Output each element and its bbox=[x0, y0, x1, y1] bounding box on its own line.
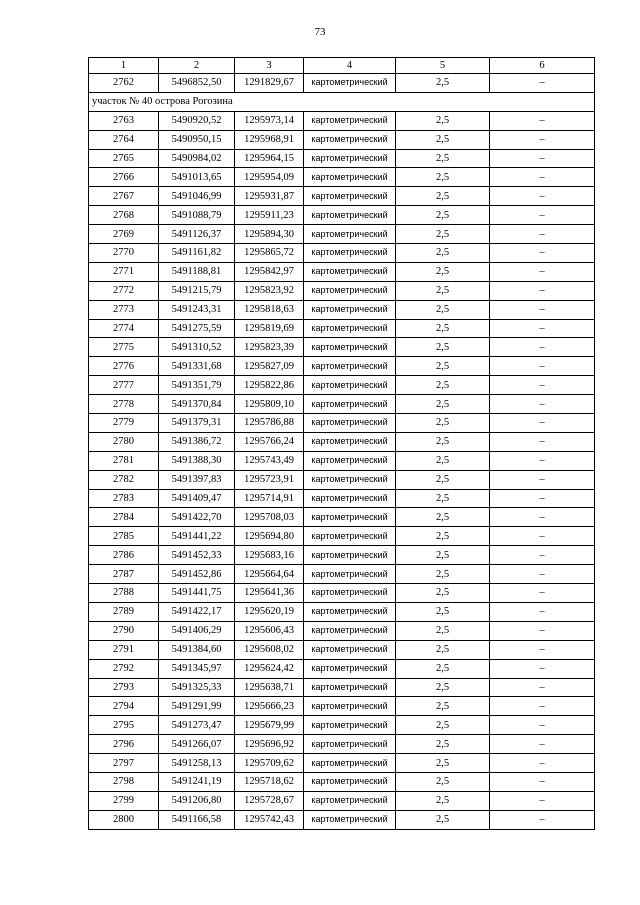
y-coordinate-cell: 1295696,92 bbox=[235, 735, 304, 754]
description-cell: – bbox=[490, 678, 595, 697]
table-row bbox=[89, 432, 595, 451]
x-coordinate-cell: 5490984,02 bbox=[159, 149, 235, 168]
column-header: 3 bbox=[235, 58, 304, 74]
table-row bbox=[89, 735, 595, 754]
point-number-cell: 2772 bbox=[89, 281, 159, 300]
description-cell: – bbox=[490, 376, 595, 395]
accuracy-cell: 2,5 bbox=[396, 281, 490, 300]
accuracy-cell: 2,5 bbox=[396, 735, 490, 754]
x-coordinate-cell: 5491452,86 bbox=[159, 565, 235, 584]
table-row bbox=[89, 74, 595, 93]
y-coordinate-cell: 1295683,16 bbox=[235, 546, 304, 565]
table-row bbox=[89, 489, 595, 508]
table-row bbox=[89, 678, 595, 697]
accuracy-cell: 2,5 bbox=[396, 206, 490, 225]
accuracy-cell: 2,5 bbox=[396, 111, 490, 130]
x-coordinate-cell: 5491188,81 bbox=[159, 262, 235, 281]
y-coordinate-cell: 1295743,49 bbox=[235, 451, 304, 470]
x-coordinate-cell: 5491243,31 bbox=[159, 300, 235, 319]
x-coordinate-cell: 5491206,80 bbox=[159, 791, 235, 810]
method-cell: картометрический bbox=[304, 791, 396, 810]
method-cell: картометрический bbox=[304, 659, 396, 678]
y-coordinate-cell: 1295679,99 bbox=[235, 716, 304, 735]
accuracy-cell: 2,5 bbox=[396, 489, 490, 508]
accuracy-cell: 2,5 bbox=[396, 716, 490, 735]
point-number-cell: 2789 bbox=[89, 602, 159, 621]
description-cell: – bbox=[490, 187, 595, 206]
description-cell: – bbox=[490, 130, 595, 149]
table-row bbox=[89, 357, 595, 376]
point-number-cell: 2773 bbox=[89, 300, 159, 319]
table-row bbox=[89, 527, 595, 546]
y-coordinate-cell: 1295822,86 bbox=[235, 376, 304, 395]
table-row bbox=[89, 244, 595, 263]
accuracy-cell: 2,5 bbox=[396, 584, 490, 603]
table-row bbox=[89, 810, 595, 829]
accuracy-cell: 2,5 bbox=[396, 225, 490, 244]
y-coordinate-cell: 1295964,15 bbox=[235, 149, 304, 168]
method-cell: картометрический bbox=[304, 640, 396, 659]
section-row bbox=[89, 92, 595, 111]
point-number-cell: 2770 bbox=[89, 244, 159, 263]
point-number-cell: 2783 bbox=[89, 489, 159, 508]
x-coordinate-cell: 5491275,59 bbox=[159, 319, 235, 338]
table-row bbox=[89, 754, 595, 773]
point-number-cell: 2794 bbox=[89, 697, 159, 716]
method-cell: картометрический bbox=[304, 74, 396, 93]
y-coordinate-cell: 1295809,10 bbox=[235, 395, 304, 414]
description-cell: – bbox=[490, 432, 595, 451]
method-cell: картометрический bbox=[304, 225, 396, 244]
x-coordinate-cell: 5491384,60 bbox=[159, 640, 235, 659]
accuracy-cell: 2,5 bbox=[396, 432, 490, 451]
x-coordinate-cell: 5491388,30 bbox=[159, 451, 235, 470]
y-coordinate-cell: 1295608,02 bbox=[235, 640, 304, 659]
column-header: 2 bbox=[159, 58, 235, 74]
accuracy-cell: 2,5 bbox=[396, 395, 490, 414]
description-cell: – bbox=[490, 244, 595, 263]
method-cell: картометрический bbox=[304, 565, 396, 584]
y-coordinate-cell: 1295818,63 bbox=[235, 300, 304, 319]
point-number-cell: 2771 bbox=[89, 262, 159, 281]
accuracy-cell: 2,5 bbox=[396, 130, 490, 149]
table-row bbox=[89, 414, 595, 433]
point-number-cell: 2762 bbox=[89, 74, 159, 93]
table-row bbox=[89, 602, 595, 621]
x-coordinate-cell: 5491266,07 bbox=[159, 735, 235, 754]
description-cell: – bbox=[490, 338, 595, 357]
x-coordinate-cell: 5491386,72 bbox=[159, 432, 235, 451]
description-cell: – bbox=[490, 451, 595, 470]
y-coordinate-cell: 1295620,19 bbox=[235, 602, 304, 621]
table-row bbox=[89, 772, 595, 791]
accuracy-cell: 2,5 bbox=[396, 74, 490, 93]
x-coordinate-cell: 5496852,50 bbox=[159, 74, 235, 93]
x-coordinate-cell: 5491215,79 bbox=[159, 281, 235, 300]
point-number-cell: 2763 bbox=[89, 111, 159, 130]
accuracy-cell: 2,5 bbox=[396, 168, 490, 187]
description-cell: – bbox=[490, 735, 595, 754]
method-cell: картометрический bbox=[304, 414, 396, 433]
point-number-cell: 2784 bbox=[89, 508, 159, 527]
point-number-cell: 2795 bbox=[89, 716, 159, 735]
y-coordinate-cell: 1295766,24 bbox=[235, 432, 304, 451]
description-cell: – bbox=[490, 395, 595, 414]
x-coordinate-cell: 5491126,37 bbox=[159, 225, 235, 244]
column-header: 6 bbox=[490, 58, 595, 74]
table-row bbox=[89, 376, 595, 395]
description-cell: – bbox=[490, 357, 595, 376]
accuracy-cell: 2,5 bbox=[396, 470, 490, 489]
section-title: участок № 40 острова Рогозина bbox=[89, 92, 595, 111]
x-coordinate-cell: 5491441,75 bbox=[159, 584, 235, 603]
description-cell: – bbox=[490, 754, 595, 773]
accuracy-cell: 2,5 bbox=[396, 376, 490, 395]
method-cell: картометрический bbox=[304, 376, 396, 395]
y-coordinate-cell: 1295666,23 bbox=[235, 697, 304, 716]
description-cell: – bbox=[490, 414, 595, 433]
x-coordinate-cell: 5491379,31 bbox=[159, 414, 235, 433]
method-cell: картометрический bbox=[304, 111, 396, 130]
method-cell: картометрический bbox=[304, 546, 396, 565]
x-coordinate-cell: 5491166,58 bbox=[159, 810, 235, 829]
description-cell: – bbox=[490, 602, 595, 621]
x-coordinate-cell: 5491370,84 bbox=[159, 395, 235, 414]
point-number-cell: 2785 bbox=[89, 527, 159, 546]
accuracy-cell: 2,5 bbox=[396, 697, 490, 716]
x-coordinate-cell: 5491241,19 bbox=[159, 772, 235, 791]
y-coordinate-cell: 1295718,62 bbox=[235, 772, 304, 791]
accuracy-cell: 2,5 bbox=[396, 791, 490, 810]
y-coordinate-cell: 1295742,43 bbox=[235, 810, 304, 829]
method-cell: картометрический bbox=[304, 395, 396, 414]
point-number-cell: 2768 bbox=[89, 206, 159, 225]
x-coordinate-cell: 5490950,15 bbox=[159, 130, 235, 149]
method-cell: картометрический bbox=[304, 621, 396, 640]
x-coordinate-cell: 5491452,33 bbox=[159, 546, 235, 565]
method-cell: картометрический bbox=[304, 772, 396, 791]
y-coordinate-cell: 1295865,72 bbox=[235, 244, 304, 263]
method-cell: картометрический bbox=[304, 206, 396, 225]
accuracy-cell: 2,5 bbox=[396, 565, 490, 584]
description-cell: – bbox=[490, 489, 595, 508]
coordinates-table bbox=[88, 57, 595, 830]
page-number: 73 bbox=[314, 26, 326, 38]
accuracy-cell: 2,5 bbox=[396, 810, 490, 829]
y-coordinate-cell: 1295606,43 bbox=[235, 621, 304, 640]
method-cell: картометрический bbox=[304, 432, 396, 451]
point-number-cell: 2800 bbox=[89, 810, 159, 829]
y-coordinate-cell: 1295714,91 bbox=[235, 489, 304, 508]
y-coordinate-cell: 1295968,91 bbox=[235, 130, 304, 149]
y-coordinate-cell: 1295823,92 bbox=[235, 281, 304, 300]
description-cell: – bbox=[490, 640, 595, 659]
table-row bbox=[89, 149, 595, 168]
y-coordinate-cell: 1295664,64 bbox=[235, 565, 304, 584]
y-coordinate-cell: 1295827,09 bbox=[235, 357, 304, 376]
table-row bbox=[89, 111, 595, 130]
y-coordinate-cell: 1295638,71 bbox=[235, 678, 304, 697]
description-cell: – bbox=[490, 319, 595, 338]
method-cell: картометрический bbox=[304, 187, 396, 206]
point-number-cell: 2765 bbox=[89, 149, 159, 168]
y-coordinate-cell: 1295708,03 bbox=[235, 508, 304, 527]
x-coordinate-cell: 5491406,29 bbox=[159, 621, 235, 640]
method-cell: картометрический bbox=[304, 357, 396, 376]
method-cell: картометрический bbox=[304, 281, 396, 300]
table-row bbox=[89, 130, 595, 149]
method-cell: картометрический bbox=[304, 810, 396, 829]
x-coordinate-cell: 5491422,70 bbox=[159, 508, 235, 527]
point-number-cell: 2780 bbox=[89, 432, 159, 451]
y-coordinate-cell: 1295694,80 bbox=[235, 527, 304, 546]
y-coordinate-cell: 1295728,67 bbox=[235, 791, 304, 810]
description-cell: – bbox=[490, 149, 595, 168]
table-row bbox=[89, 621, 595, 640]
method-cell: картометрический bbox=[304, 168, 396, 187]
description-cell: – bbox=[490, 546, 595, 565]
description-cell: – bbox=[490, 621, 595, 640]
x-coordinate-cell: 5491325,33 bbox=[159, 678, 235, 697]
table-row bbox=[89, 791, 595, 810]
x-coordinate-cell: 5491291,99 bbox=[159, 697, 235, 716]
method-cell: картометрический bbox=[304, 508, 396, 527]
accuracy-cell: 2,5 bbox=[396, 546, 490, 565]
point-number-cell: 2793 bbox=[89, 678, 159, 697]
table-row bbox=[89, 659, 595, 678]
accuracy-cell: 2,5 bbox=[396, 300, 490, 319]
point-number-cell: 2777 bbox=[89, 376, 159, 395]
point-number-cell: 2766 bbox=[89, 168, 159, 187]
accuracy-cell: 2,5 bbox=[396, 621, 490, 640]
table-row bbox=[89, 262, 595, 281]
description-cell: – bbox=[490, 697, 595, 716]
accuracy-cell: 2,5 bbox=[396, 187, 490, 206]
accuracy-cell: 2,5 bbox=[396, 319, 490, 338]
table-row bbox=[89, 187, 595, 206]
point-number-cell: 2786 bbox=[89, 546, 159, 565]
description-cell: – bbox=[490, 470, 595, 489]
y-coordinate-cell: 1295973,14 bbox=[235, 111, 304, 130]
accuracy-cell: 2,5 bbox=[396, 678, 490, 697]
x-coordinate-cell: 5491422,17 bbox=[159, 602, 235, 621]
description-cell: – bbox=[490, 584, 595, 603]
y-coordinate-cell: 1295819,69 bbox=[235, 319, 304, 338]
description-cell: – bbox=[490, 791, 595, 810]
accuracy-cell: 2,5 bbox=[396, 338, 490, 357]
description-cell: – bbox=[490, 281, 595, 300]
accuracy-cell: 2,5 bbox=[396, 357, 490, 376]
method-cell: картометрический bbox=[304, 319, 396, 338]
table-row bbox=[89, 300, 595, 319]
accuracy-cell: 2,5 bbox=[396, 754, 490, 773]
description-cell: – bbox=[490, 300, 595, 319]
description-cell: – bbox=[490, 716, 595, 735]
x-coordinate-cell: 5491013,65 bbox=[159, 168, 235, 187]
x-coordinate-cell: 5491258,13 bbox=[159, 754, 235, 773]
x-coordinate-cell: 5491351,79 bbox=[159, 376, 235, 395]
method-cell: картометрический bbox=[304, 262, 396, 281]
y-coordinate-cell: 1295723,91 bbox=[235, 470, 304, 489]
column-header: 5 bbox=[396, 58, 490, 74]
accuracy-cell: 2,5 bbox=[396, 149, 490, 168]
table-row bbox=[89, 319, 595, 338]
description-cell: – bbox=[490, 565, 595, 584]
table-row bbox=[89, 546, 595, 565]
y-coordinate-cell: 1295624,42 bbox=[235, 659, 304, 678]
point-number-cell: 2781 bbox=[89, 451, 159, 470]
table-row bbox=[89, 470, 595, 489]
column-header: 4 bbox=[304, 58, 396, 74]
description-cell: – bbox=[490, 225, 595, 244]
table-row bbox=[89, 338, 595, 357]
accuracy-cell: 2,5 bbox=[396, 262, 490, 281]
y-coordinate-cell: 1295709,62 bbox=[235, 754, 304, 773]
y-coordinate-cell: 1291829,67 bbox=[235, 74, 304, 93]
accuracy-cell: 2,5 bbox=[396, 772, 490, 791]
table-row bbox=[89, 697, 595, 716]
description-cell: – bbox=[490, 772, 595, 791]
point-number-cell: 2787 bbox=[89, 565, 159, 584]
x-coordinate-cell: 5491088,79 bbox=[159, 206, 235, 225]
method-cell: картометрический bbox=[304, 678, 396, 697]
method-cell: картометрический bbox=[304, 338, 396, 357]
table-row bbox=[89, 281, 595, 300]
table-row bbox=[89, 508, 595, 527]
description-cell: – bbox=[490, 206, 595, 225]
method-cell: картометрический bbox=[304, 716, 396, 735]
method-cell: картометрический bbox=[304, 130, 396, 149]
x-coordinate-cell: 5491273,47 bbox=[159, 716, 235, 735]
accuracy-cell: 2,5 bbox=[396, 414, 490, 433]
table-row bbox=[89, 716, 595, 735]
x-coordinate-cell: 5491161,82 bbox=[159, 244, 235, 263]
x-coordinate-cell: 5491397,83 bbox=[159, 470, 235, 489]
y-coordinate-cell: 1295786,88 bbox=[235, 414, 304, 433]
point-number-cell: 2792 bbox=[89, 659, 159, 678]
description-cell: – bbox=[490, 659, 595, 678]
point-number-cell: 2791 bbox=[89, 640, 159, 659]
description-cell: – bbox=[490, 74, 595, 93]
point-number-cell: 2774 bbox=[89, 319, 159, 338]
method-cell: картометрический bbox=[304, 451, 396, 470]
table-row bbox=[89, 640, 595, 659]
point-number-cell: 2767 bbox=[89, 187, 159, 206]
method-cell: картометрический bbox=[304, 489, 396, 508]
description-cell: – bbox=[490, 262, 595, 281]
accuracy-cell: 2,5 bbox=[396, 451, 490, 470]
table-row bbox=[89, 168, 595, 187]
method-cell: картометрический bbox=[304, 244, 396, 263]
description-cell: – bbox=[490, 508, 595, 527]
table-row bbox=[89, 565, 595, 584]
description-cell: – bbox=[490, 810, 595, 829]
column-header: 1 bbox=[89, 58, 159, 74]
point-number-cell: 2779 bbox=[89, 414, 159, 433]
y-coordinate-cell: 1295911,23 bbox=[235, 206, 304, 225]
table-row bbox=[89, 225, 595, 244]
point-number-cell: 2782 bbox=[89, 470, 159, 489]
point-number-cell: 2778 bbox=[89, 395, 159, 414]
accuracy-cell: 2,5 bbox=[396, 640, 490, 659]
accuracy-cell: 2,5 bbox=[396, 244, 490, 263]
point-number-cell: 2788 bbox=[89, 584, 159, 603]
method-cell: картометрический bbox=[304, 470, 396, 489]
y-coordinate-cell: 1295842,97 bbox=[235, 262, 304, 281]
accuracy-cell: 2,5 bbox=[396, 659, 490, 678]
method-cell: картометрический bbox=[304, 697, 396, 716]
x-coordinate-cell: 5491409,47 bbox=[159, 489, 235, 508]
method-cell: картометрический bbox=[304, 527, 396, 546]
table-row bbox=[89, 451, 595, 470]
point-number-cell: 2769 bbox=[89, 225, 159, 244]
x-coordinate-cell: 5491310,52 bbox=[159, 338, 235, 357]
y-coordinate-cell: 1295931,87 bbox=[235, 187, 304, 206]
x-coordinate-cell: 5490920,52 bbox=[159, 111, 235, 130]
x-coordinate-cell: 5491046,99 bbox=[159, 187, 235, 206]
method-cell: картометрический bbox=[304, 300, 396, 319]
description-cell: – bbox=[490, 111, 595, 130]
point-number-cell: 2799 bbox=[89, 791, 159, 810]
point-number-cell: 2776 bbox=[89, 357, 159, 376]
method-cell: картометрический bbox=[304, 149, 396, 168]
point-number-cell: 2790 bbox=[89, 621, 159, 640]
table-row bbox=[89, 584, 595, 603]
point-number-cell: 2798 bbox=[89, 772, 159, 791]
method-cell: картометрический bbox=[304, 584, 396, 603]
x-coordinate-cell: 5491441,22 bbox=[159, 527, 235, 546]
x-coordinate-cell: 5491331,68 bbox=[159, 357, 235, 376]
point-number-cell: 2796 bbox=[89, 735, 159, 754]
accuracy-cell: 2,5 bbox=[396, 527, 490, 546]
point-number-cell: 2775 bbox=[89, 338, 159, 357]
y-coordinate-cell: 1295641,36 bbox=[235, 584, 304, 603]
table-row bbox=[89, 206, 595, 225]
y-coordinate-cell: 1295954,09 bbox=[235, 168, 304, 187]
method-cell: картометрический bbox=[304, 735, 396, 754]
x-coordinate-cell: 5491345,97 bbox=[159, 659, 235, 678]
y-coordinate-cell: 1295894,30 bbox=[235, 225, 304, 244]
description-cell: – bbox=[490, 168, 595, 187]
table-header-row bbox=[89, 58, 595, 74]
table-row bbox=[89, 395, 595, 414]
point-number-cell: 2797 bbox=[89, 754, 159, 773]
point-number-cell: 2764 bbox=[89, 130, 159, 149]
y-coordinate-cell: 1295823,39 bbox=[235, 338, 304, 357]
method-cell: картометрический bbox=[304, 754, 396, 773]
method-cell: картометрический bbox=[304, 602, 396, 621]
description-cell: – bbox=[490, 527, 595, 546]
accuracy-cell: 2,5 bbox=[396, 508, 490, 527]
accuracy-cell: 2,5 bbox=[396, 602, 490, 621]
